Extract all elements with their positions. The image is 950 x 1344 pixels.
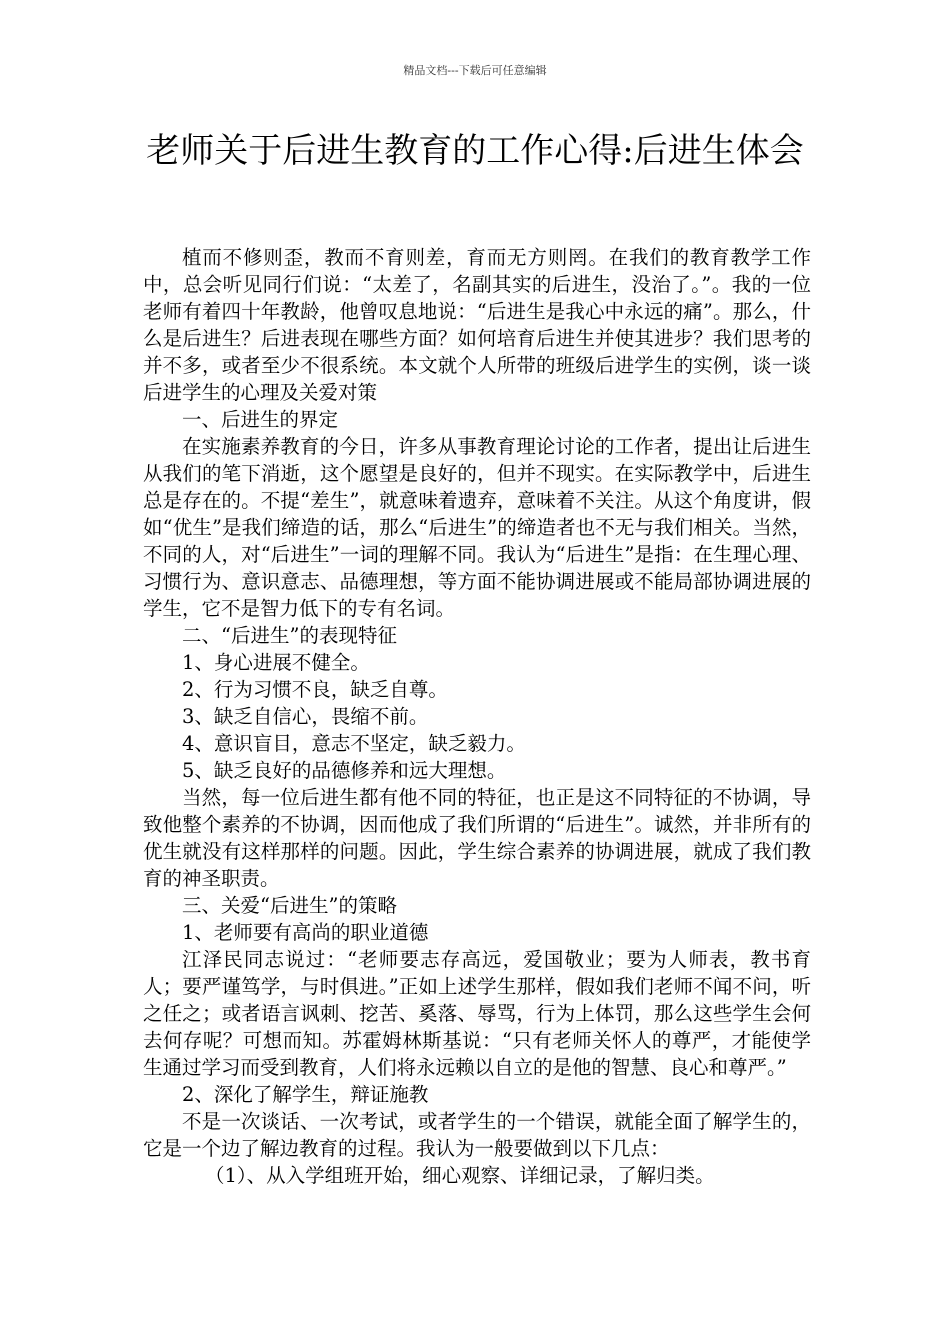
feature-item-5: 5、缺乏良好的品德修养和远大理想。 bbox=[182, 759, 507, 782]
section-heading-2: 二、“后进生”的表现特征 bbox=[182, 624, 397, 647]
features-summary-paragraph: 当然，每一位后进生都有他不同的特征，也正是这不同特征的不协调，导致他整个素养的不协调，因而他成了我们所谓的“后进生”。诚然，并非所有的优生就没有这样那样的问题。因此，学生综合素养的协调进展，就成了我们教育的神圣职责。 bbox=[143, 786, 811, 890]
feature-item-2: 2、行为习惯不良，缺乏自尊。 bbox=[182, 678, 448, 701]
feature-item-4: 4、意识盲目，意志不坚定，缺乏毅力。 bbox=[182, 732, 526, 755]
header-note: 精品文档---下载后可任意编辑 bbox=[403, 64, 547, 77]
intro-paragraph: 植而不修则歪，教而不育则差，育而无方则罔。在我们的教育教学工作中，总会听见同行们说：“太差了，名副其实的后进生，没治了。”。我的一位老师有着四十年教龄，他曾叹息地说：“后进生是我心中永远的痛”。那么，什么是后进生？后进表现在哪些方面？如何培育后进生并使其进步？我们思考的并不多，或者至少不很系统。本文就个人所带的班级后进学生的实例，谈一谈后进学生的心理及关爱对策 bbox=[143, 246, 811, 404]
definition-paragraph: 在实施素养教育的今日，许多从事教育理论讨论的工作者，提出让后进生从我们的笔下消逝，这个愿望是良好的，但并不现实。在实际教学中，后进生总是存在的。不提“差生”，就意味着遗弃，意味着不关注。从这个角度讲，假如“优生”是我们缔造的话，那么“后进生”的缔造者也不无与我们相关。当然，不同的人，对“后进生”一词的理解不同。我认为“后进生”是指：在生理心理、习惯行为、意识意志、品德理想，等方面不能协调进展或不能局部协调进展的学生，它不是智力低下的专有名词。 bbox=[143, 435, 811, 620]
understanding-paragraph: 不是一次谈话、一次考试，或者学生的一个错误，就能全面了解学生的，它是一个边了解边教育的过程。我认为一般要做到以下几点： bbox=[143, 1110, 811, 1160]
document-body bbox=[143, 244, 811, 1189]
feature-item-3: 3、缺乏自信心，畏缩不前。 bbox=[182, 705, 429, 728]
document-title: 老师关于后进生教育的工作心得:后进生体会 bbox=[146, 131, 804, 171]
feature-item-1: 1、身心进展不健全。 bbox=[182, 651, 370, 674]
strategy-heading-2: 2、深化了解学生，辩证施教 bbox=[182, 1083, 429, 1106]
ethics-paragraph: 江泽民同志说过：“老师要志存高远，爱国敬业；要为人师表，教书育人；要严谨笃学，与时俱进。”正如上述学生那样，假如我们老师不闻不问，听之任之；或者语言讽刺、挖苦、奚落、辱骂，行为上体罚，那么这些学生会何去何存呢？可想而知。苏霍姆林斯基说：“只有老师关怀人的尊严，才能使学生通过学习而受到教育，人们将永远赖以自立的是他的智慧、良心和尊严。” bbox=[143, 948, 811, 1079]
section-heading-3: 三、关爱“后进生”的策略 bbox=[182, 894, 397, 917]
strategy-heading-1: 1、老师要有高尚的职业道德 bbox=[182, 921, 429, 944]
understanding-point-1: （1）、从入学组班开始，细心观察、详细记录，了解归类。 bbox=[205, 1164, 715, 1187]
section-heading-1: 一、后进生的界定 bbox=[182, 408, 339, 431]
